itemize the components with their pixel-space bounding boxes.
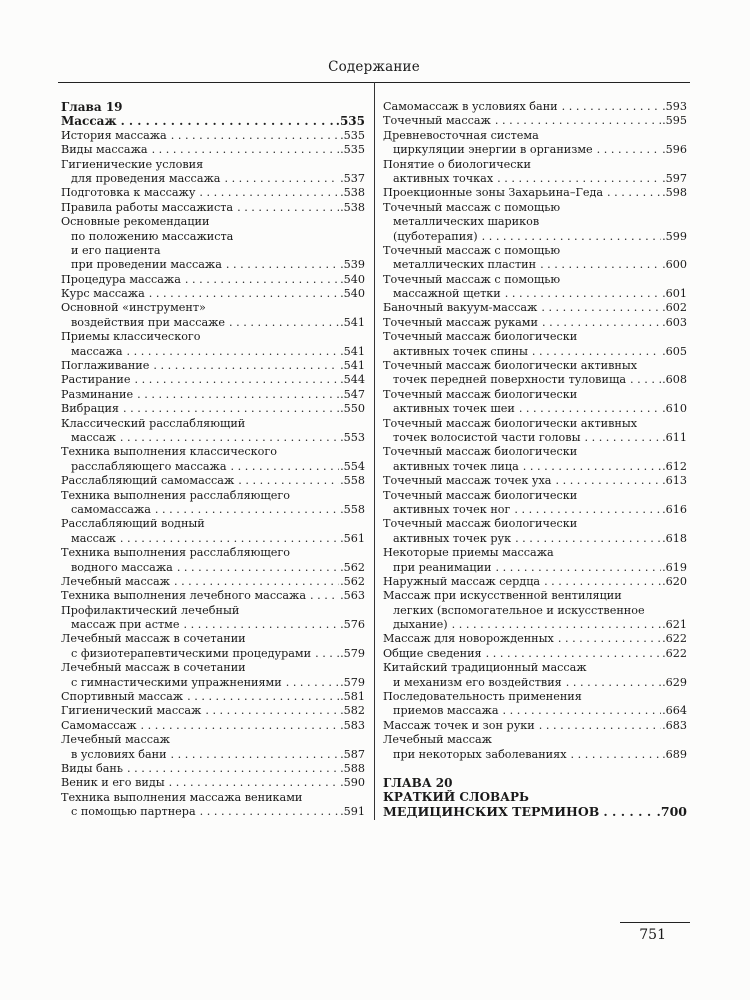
toc-page-number: .576: [340, 618, 365, 632]
toc-entry[interactable]: [383, 172, 687, 186]
dot-leader: [134, 373, 339, 387]
toc-page-number: .700: [656, 804, 687, 819]
dot-leader: [597, 143, 661, 157]
toc-page-number: .535: [340, 128, 365, 142]
toc-entry[interactable]: [61, 618, 365, 632]
dot-leader: [141, 719, 340, 733]
toc-entry-title: Расслабляющий самомассаж: [61, 474, 235, 488]
toc-entry-title: с помощью партнера: [71, 805, 196, 819]
toc-entry-line: Техника выполнения массажа вениками: [61, 790, 303, 804]
toc-entry[interactable]: [383, 301, 687, 315]
toc-entry[interactable]: [61, 201, 365, 215]
dot-leader: [169, 776, 339, 790]
toc-page-number: .537: [340, 171, 365, 185]
toc-page-number: .596: [662, 143, 687, 157]
toc-entry-line: Точечный массаж биологически активных: [383, 359, 638, 373]
toc-page-number: .619: [662, 560, 687, 574]
dot-leader: [120, 532, 339, 546]
dot-leader: [482, 230, 661, 244]
toc-page-number: .561: [340, 531, 365, 545]
dot-leader: [495, 114, 661, 128]
toc-entry-title: Самомассаж: [61, 718, 137, 732]
toc-entry-title: Лечебный массаж: [61, 574, 170, 588]
toc-page-number: .600: [662, 258, 687, 272]
toc-entry-line: Точечный массаж биологически: [383, 387, 578, 401]
dot-leader: [603, 805, 655, 819]
dot-leader: [584, 431, 661, 445]
toc-entry[interactable]: [61, 287, 365, 301]
toc-entry-line: Техника выполнения расслабляющего: [61, 488, 291, 502]
toc-entry-line: Точечный массаж биологически: [383, 488, 578, 502]
toc-entry-line: Точечный массаж биологически: [383, 517, 578, 531]
toc-page-number: .558: [340, 502, 365, 516]
toc-entry[interactable]: [61, 143, 365, 157]
toc-entry-title: активных точек шеи: [393, 402, 515, 416]
toc-entry[interactable]: [61, 676, 365, 690]
toc-page-number: .587: [340, 747, 365, 761]
dot-leader: [229, 316, 339, 330]
column-divider: [374, 82, 375, 820]
toc-page-number: .683: [662, 718, 687, 732]
toc-page-number: .599: [662, 229, 687, 243]
toc-entry[interactable]: [61, 114, 365, 128]
toc-entry-line: Точечный массаж биологически: [383, 445, 578, 459]
toc-entry-title: при некоторых заболеваниях: [393, 747, 567, 761]
toc-entry-line: Точечный массаж биологически активных: [383, 416, 638, 430]
toc-page-number: .538: [340, 186, 365, 200]
toc-entry[interactable]: [61, 373, 365, 387]
toc-page-number: .535: [335, 114, 365, 129]
toc-page-number: .538: [340, 200, 365, 214]
toc-entry[interactable]: [383, 258, 687, 272]
toc-entry[interactable]: [383, 230, 687, 244]
toc-entry-line: Техника выполнения расслабляющего: [61, 546, 291, 560]
dot-leader: [315, 647, 339, 661]
toc-entry-title: для проведения массажа: [71, 171, 221, 185]
dot-leader: [231, 460, 340, 474]
toc-page-number: .595: [662, 114, 687, 128]
toc-page-number: .605: [662, 344, 687, 358]
toc-entry[interactable]: [383, 748, 687, 762]
toc-entry[interactable]: [61, 532, 365, 546]
toc-entry[interactable]: [61, 762, 365, 776]
toc-entry-line: Некоторые приемы массажа: [383, 546, 554, 560]
toc-page-number: .563: [340, 589, 365, 603]
toc-entry[interactable]: [61, 805, 365, 819]
dot-leader: [187, 690, 339, 704]
dot-leader: [171, 748, 340, 762]
dot-leader: [486, 647, 661, 661]
toc-entry-title: в условиях бани: [71, 747, 167, 761]
dot-leader: [153, 359, 339, 373]
toc-entry[interactable]: [61, 704, 365, 718]
toc-entry-line: Классический расслабляющий: [61, 416, 246, 430]
dot-leader: [495, 561, 661, 575]
toc-entry[interactable]: [61, 186, 365, 200]
dot-leader: [540, 258, 661, 272]
toc-right-column: [383, 100, 687, 819]
toc-entry-line: Массаж при искусственной вентиляции: [383, 589, 622, 603]
dot-leader: [562, 100, 661, 114]
toc-entry-line: Древневосточная система: [383, 128, 539, 142]
toc-entry[interactable]: [383, 402, 687, 416]
toc-entry[interactable]: [383, 114, 687, 128]
toc-page-number: .593: [662, 100, 687, 113]
toc-entry-title: Курс массажа: [61, 287, 145, 301]
toc-page-number: .579: [340, 675, 365, 689]
toc-page-number: .541: [340, 344, 365, 358]
toc-page-number: .583: [340, 718, 365, 732]
dot-leader: [185, 273, 339, 287]
dot-leader: [149, 287, 339, 301]
toc-entry-title: Наружный массаж сердца: [383, 574, 541, 588]
toc-entry[interactable]: [61, 402, 365, 416]
dot-leader: [127, 345, 340, 359]
dot-leader: [177, 561, 339, 575]
toc-entry[interactable]: [383, 561, 687, 575]
toc-entry-title: Вибрация: [61, 402, 119, 416]
toc-entry-line: Точечный массаж с помощью: [383, 272, 561, 286]
toc-entry[interactable]: [61, 589, 365, 603]
toc-page-number: .620: [662, 574, 687, 588]
dot-leader: [555, 474, 661, 488]
dot-leader: [544, 575, 661, 589]
toc-entry-title: массажа: [71, 344, 123, 358]
dot-leader: [121, 114, 335, 128]
toc-entry[interactable]: [383, 805, 687, 819]
toc-entry[interactable]: [383, 632, 687, 646]
toc-entry-title: Поглаживание: [61, 359, 150, 373]
toc-entry[interactable]: [383, 704, 687, 718]
chapter-heading: КРАТКИЙ СЛОВАРЬ: [383, 790, 529, 805]
dot-leader: [541, 301, 661, 315]
toc-entry-title: Виды массажа: [61, 143, 148, 157]
toc-entry[interactable]: [61, 431, 365, 445]
dot-leader: [137, 388, 339, 402]
toc-entry-title: МЕДИЦИНСКИХ ТЕРМИНОВ: [383, 804, 600, 819]
toc-entry-title: активных точках: [393, 171, 494, 185]
toc-entry-line: Точечный массаж биологически: [383, 330, 578, 344]
toc-page-number: .547: [340, 387, 365, 401]
toc-page-number: .621: [662, 618, 687, 632]
toc-entry-title: массаж при астме: [71, 618, 180, 632]
toc-entry-title: циркуляции энергии в организме: [393, 143, 593, 157]
dot-leader: [566, 676, 661, 690]
toc-entry-title: Общие сведения: [383, 646, 482, 660]
toc-entry[interactable]: [383, 503, 687, 517]
toc-entry-title: Спортивный массаж: [61, 690, 184, 704]
dot-leader: [630, 373, 661, 387]
toc-page-number: .610: [662, 402, 687, 416]
dot-leader: [123, 402, 339, 416]
toc-entry-line: Профилактический лечебный: [61, 603, 240, 617]
toc-entry-title: и механизм его воздействия: [393, 675, 562, 689]
toc-entry-line: Гигиенические условия: [61, 157, 204, 171]
toc-entry-line: легких (вспомогательное и искусственное: [393, 603, 645, 617]
toc-entry-title: Виды бань: [61, 761, 123, 775]
toc-entry-title: с физиотерапевтическими процедурами: [71, 646, 312, 660]
toc-entry-title: Массаж для новорожденных: [383, 632, 554, 646]
footer-rule: [620, 922, 690, 923]
chapter-heading: ГЛАВА 20: [383, 775, 453, 790]
toc-entry-title: расслабляющего массажа: [71, 459, 227, 473]
page-title: Содержание: [328, 59, 420, 75]
toc-entry-title: точек волосистой части головы: [393, 430, 581, 444]
toc-page-number: .553: [340, 430, 365, 444]
toc-page-number: .622: [662, 646, 687, 660]
toc-page-number: .622: [662, 632, 687, 646]
dot-leader: [127, 762, 339, 776]
toc-entry-title: Массаж: [61, 114, 117, 129]
toc-entry-line: Лечебный массаж: [383, 733, 492, 747]
toc-page-number: .618: [662, 531, 687, 545]
toc-entry[interactable]: [383, 676, 687, 690]
dot-leader: [237, 201, 339, 215]
dot-leader: [452, 618, 661, 632]
dot-leader: [558, 632, 661, 646]
toc-entry-title: массаж: [71, 531, 116, 545]
toc-entry-line: Техника выполнения классического: [61, 445, 277, 459]
toc-entry-line: Точечный массаж с помощью: [383, 200, 561, 214]
toc-entry-title: Самомассаж в условиях бани: [383, 100, 558, 113]
toc-entry-line: металлических шариков: [393, 215, 540, 229]
page-header: [58, 58, 690, 83]
toc-entry[interactable]: [61, 474, 365, 488]
toc-entry-title: Разминание: [61, 387, 134, 401]
dot-leader: [200, 805, 339, 819]
dot-leader: [519, 402, 661, 416]
toc-entry-title: самомассажа: [71, 502, 151, 516]
toc-entry[interactable]: [61, 258, 365, 272]
toc-entry-title: Подготовка к массажу: [61, 186, 196, 200]
toc-page-number: .612: [662, 459, 687, 473]
dot-leader: [542, 316, 661, 330]
toc-entry-title: приемов массажа: [393, 704, 499, 718]
toc-page-number: .689: [662, 747, 687, 761]
toc-entry[interactable]: [61, 172, 365, 186]
dot-leader: [199, 186, 339, 200]
toc-entry-line: по положению массажиста: [71, 229, 234, 243]
toc-entry-title: Процедура массажа: [61, 272, 181, 286]
toc-entry[interactable]: [383, 431, 687, 445]
toc-entry[interactable]: [383, 316, 687, 330]
dot-leader: [532, 345, 661, 359]
toc-entry[interactable]: [383, 575, 687, 589]
toc-entry[interactable]: [61, 345, 365, 359]
toc-entry-line: Основной «инструмент»: [61, 301, 206, 315]
toc-entry-title: Точечный массаж точек уха: [383, 474, 552, 488]
dot-leader: [171, 129, 339, 143]
toc-entry-title: активных точек спины: [393, 344, 528, 358]
toc-entry[interactable]: [383, 345, 687, 359]
toc-page-number: .582: [340, 704, 365, 718]
dot-leader: [174, 575, 339, 589]
toc-left-column: [61, 100, 365, 820]
toc-page-number: .541: [340, 359, 365, 373]
dot-leader: [539, 719, 661, 733]
dot-leader: [155, 503, 339, 517]
toc-entry[interactable]: [383, 287, 687, 301]
toc-entry-line: Расслабляющий водный: [61, 517, 205, 531]
toc-entry[interactable]: [383, 647, 687, 661]
toc-page-number: .602: [662, 301, 687, 315]
toc-entry[interactable]: [383, 719, 687, 733]
toc-page-number: .601: [662, 287, 687, 301]
dot-leader: [515, 532, 661, 546]
toc-entry-line: Точечный массаж с помощью: [383, 243, 561, 257]
toc-entry[interactable]: [61, 273, 365, 287]
toc-entry[interactable]: [61, 388, 365, 402]
toc-page-number: .581: [340, 690, 365, 704]
toc-entry-title: Растирание: [61, 373, 131, 387]
dot-leader: [205, 704, 339, 718]
toc-entry-title: Веник и его виды: [61, 776, 165, 790]
dot-leader: [152, 143, 340, 157]
page-number: 751: [639, 927, 666, 943]
dot-leader: [523, 460, 661, 474]
toc-page-number: .579: [340, 646, 365, 660]
toc-entry[interactable]: [383, 532, 687, 546]
toc-entry[interactable]: [61, 575, 365, 589]
toc-page-number: .562: [340, 560, 365, 574]
toc-page-number: .598: [662, 186, 687, 200]
toc-entry[interactable]: [383, 373, 687, 387]
toc-page-number: .629: [662, 675, 687, 689]
toc-entry-title: Баночный вакуум-массаж: [383, 301, 538, 315]
toc-entry[interactable]: [61, 316, 365, 330]
toc-entry-title: История массажа: [61, 128, 167, 142]
toc-page-number: .540: [340, 272, 365, 286]
dot-leader: [571, 748, 662, 762]
toc-entry[interactable]: [61, 129, 365, 143]
toc-entry-line: Лечебный массаж в сочетании: [61, 661, 246, 675]
toc-entry-title: дыхание): [393, 618, 448, 632]
toc-page-number: .539: [340, 258, 365, 272]
toc-page-number: .590: [340, 776, 365, 790]
toc-entry-title: Массаж точек и зон руки: [383, 718, 535, 732]
toc-entry[interactable]: [383, 460, 687, 474]
toc-page-number: .613: [662, 474, 687, 488]
toc-entry[interactable]: [61, 561, 365, 575]
dot-leader: [310, 589, 339, 603]
toc-entry-line: Основные рекомендации: [61, 215, 210, 229]
dot-leader: [497, 172, 661, 186]
toc-entry-line: и его пациента: [71, 243, 161, 257]
toc-entry-title: массаж: [71, 430, 116, 444]
toc-entry-title: Точечный массаж руками: [383, 315, 538, 329]
toc-entry[interactable]: [61, 647, 365, 661]
toc-entry[interactable]: [383, 186, 687, 200]
dot-leader: [503, 704, 662, 718]
toc-page-number: .540: [340, 287, 365, 301]
toc-entry-line: Приемы классического: [61, 330, 201, 344]
toc-entry-title: активных точек рук: [393, 531, 512, 545]
toc-entry-line: Последовательность применения: [383, 690, 582, 704]
toc-page-number: .562: [340, 574, 365, 588]
toc-entry-title: Правила работы массажиста: [61, 200, 234, 214]
toc-entry-title: с гимнастическими упражнениями: [71, 675, 282, 689]
toc-page-number: .588: [340, 761, 365, 775]
toc-entry[interactable]: [61, 690, 365, 704]
toc-page-number: .664: [662, 704, 687, 718]
toc-page-number: .603: [662, 315, 687, 329]
toc-entry-line: Китайский традиционный массаж: [383, 661, 587, 675]
toc-entry-title: Точечный массаж: [383, 114, 491, 128]
toc-entry[interactable]: [61, 460, 365, 474]
toc-entry-title: при проведении массажа: [71, 258, 222, 272]
toc-entry-title: Гигиенический массаж: [61, 704, 202, 718]
toc-entry-title: Проекционные зоны Захарьина–Геда: [383, 186, 604, 200]
toc-entry[interactable]: [383, 100, 687, 114]
toc-entry[interactable]: [61, 776, 365, 790]
toc-entry-line: Лечебный массаж в сочетании: [61, 632, 246, 646]
toc-entry[interactable]: [61, 748, 365, 762]
toc-page-number: .541: [340, 315, 365, 329]
toc-entry[interactable]: [61, 503, 365, 517]
toc-page-number: .550: [340, 402, 365, 416]
toc-entry-line: Лечебный массаж: [61, 733, 170, 747]
toc-page-number: .535: [340, 143, 365, 157]
toc-entry-title: массажной щетки: [393, 287, 501, 301]
toc-entry-title: активных точек лица: [393, 459, 519, 473]
toc-entry[interactable]: [383, 474, 687, 488]
dot-leader: [286, 676, 339, 690]
dot-leader: [505, 287, 661, 301]
dot-leader: [238, 474, 339, 488]
toc-page-number: .591: [340, 805, 365, 819]
toc-page-number: .597: [662, 171, 687, 185]
toc-entry-title: при реанимации: [393, 560, 492, 574]
section-spacer: [383, 762, 687, 776]
toc-entry-title: водного массажа: [71, 560, 173, 574]
toc-entry-title: металлических пластин: [393, 258, 537, 272]
toc-entry[interactable]: [61, 359, 365, 373]
dot-leader: [224, 172, 339, 186]
toc-page-number: .558: [340, 474, 365, 488]
toc-entry-title: (цуботерапия): [393, 229, 478, 243]
chapter-heading: Глава 19: [61, 100, 123, 114]
toc-entry-title: активных точек ног: [393, 502, 511, 516]
toc-entry-title: Техника выполнения лечебного массажа: [61, 589, 306, 603]
dot-leader: [514, 503, 661, 517]
dot-leader: [120, 431, 339, 445]
toc-entry-line: Понятие о биологически: [383, 157, 531, 171]
toc-page-number: .554: [340, 459, 365, 473]
toc-page-number: .616: [662, 502, 687, 516]
toc-page-number: .611: [662, 430, 687, 444]
toc-entry[interactable]: [383, 143, 687, 157]
toc-page-number: .608: [662, 373, 687, 387]
toc-entry-title: воздействия при массаже: [71, 315, 226, 329]
dot-leader: [226, 258, 339, 272]
toc-entry-title: точек передней поверхности туловища: [393, 373, 627, 387]
dot-leader: [184, 618, 340, 632]
toc-page-number: .544: [340, 373, 365, 387]
toc-entry[interactable]: [383, 618, 687, 632]
dot-leader: [607, 186, 661, 200]
toc-entry[interactable]: [61, 719, 365, 733]
